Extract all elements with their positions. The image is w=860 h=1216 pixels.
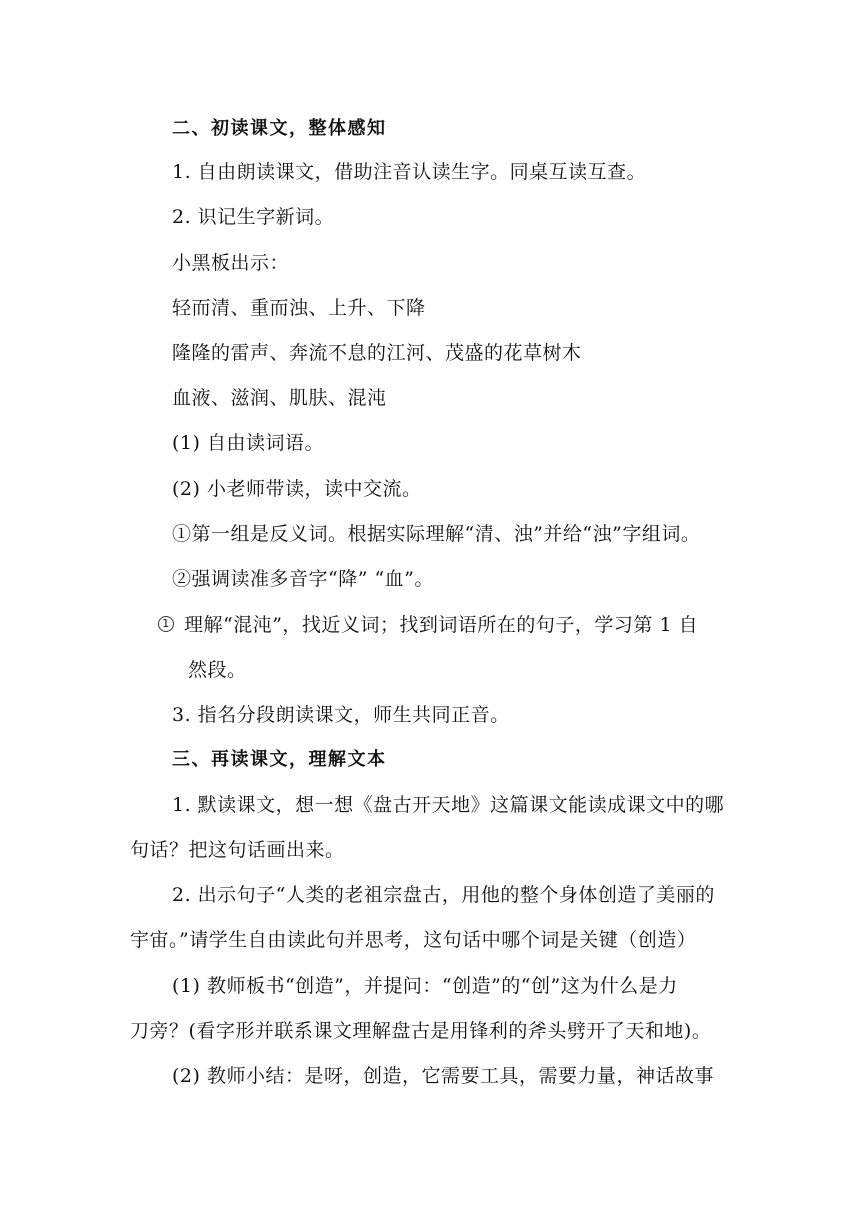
s3-item-1-line-1: 1. 默读课文，想一想《盘古开天地》这篇课文能读成课文中的哪 — [172, 794, 725, 816]
paragraph-item-1: 1. 自由朗读课文，借助注音认读生字。同桌互读互查。 — [172, 161, 647, 183]
point-3-line-1 — [158, 612, 698, 638]
s3-sub-1-line-2: 刀旁？(看字形并联系课文理解盘古是用锋利的斧头劈开了天和地)。 — [130, 1020, 712, 1042]
paragraph-item-3: 3. 指名分段朗读课文，师生共同正音。 — [172, 704, 510, 726]
s3-item-2-line-1: 2. 出示句子“人类的老祖宗盘古，用他的整个身体创造了美丽的 — [172, 884, 715, 906]
s3-item-2-line-2: 宇宙。”请学生自由读此句并思考，这句话中哪个词是关键（创造） — [130, 929, 697, 951]
s3-item-1-line-2: 句话？把这句话画出来。 — [130, 839, 345, 861]
word-group-3: 血液、滋润、肌肤、混沌 — [172, 387, 387, 409]
sub-step-2: (2) 小老师带读，读中交流。 — [172, 478, 422, 500]
word-group-1: 轻而清、重而浊、上升、下降 — [172, 297, 426, 319]
point-2: ②强调读准多音字“降” “血”。 — [172, 568, 434, 590]
paragraph-item-2: 2. 识记生字新词。 — [172, 206, 335, 228]
sub-step-1: (1) 自由读词语。 — [172, 432, 324, 454]
point-3-line-2: 然段。 — [188, 659, 247, 681]
section-heading-2: 二、初读课文，整体感知 — [172, 118, 387, 139]
word-group-2: 隆隆的雷声、奔流不息的江河、茂盛的花草树木 — [172, 342, 582, 364]
section-heading-3: 三、再读课文，理解文本 — [172, 749, 387, 770]
board-label: 小黑板出示： — [172, 252, 290, 274]
circled-number-marker: 1 — [158, 616, 174, 632]
s3-sub-1-line-1: (1) 教师板书“创造”，并提问：“创造”的“创”这为什么是力 — [172, 975, 678, 997]
point-3-text: 理解“混沌”，找近义词；找到词语所在的句子，学习第 1 自 — [184, 614, 699, 636]
point-1: ①第一组是反义词。根据实际理解“清、浊”并给“浊”字组词。 — [172, 523, 701, 545]
s3-sub-2-line-1: (2) 教师小结：是呀，创造，它需要工具，需要力量，神话故事 — [172, 1065, 714, 1087]
